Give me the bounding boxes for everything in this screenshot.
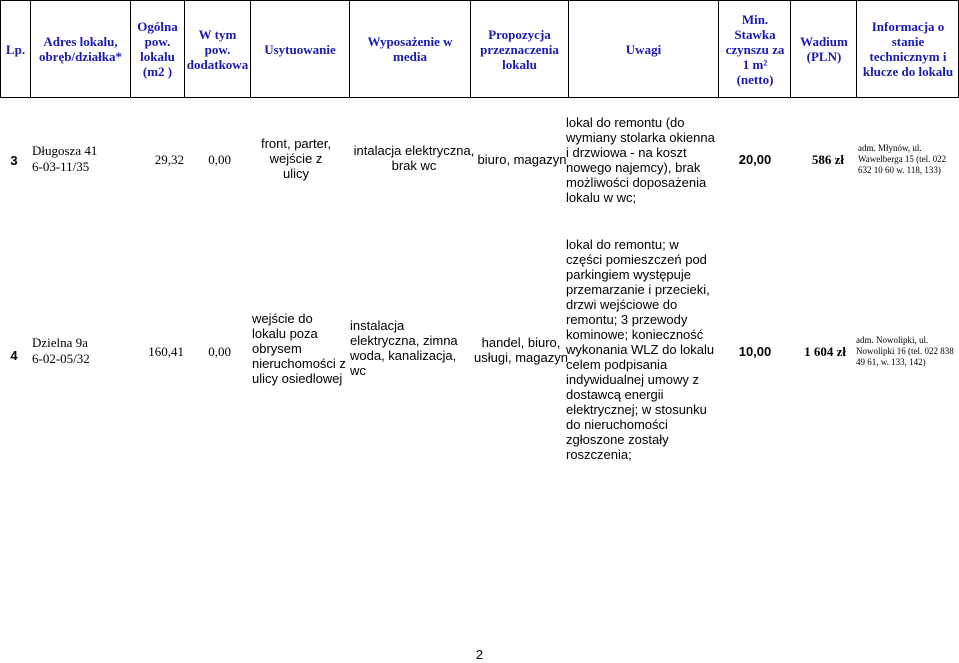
header-deposit: Wadium (PLN) bbox=[800, 34, 848, 64]
row-notes: lokal do remontu (do wymiany stolarka okienna i drzwiowa - na koszt nowego najemcy), brak możliwości doposażenia lokalu w wc; bbox=[566, 115, 715, 205]
row-deposit: 586 zł bbox=[811, 151, 844, 167]
row-area: 160,41 bbox=[148, 343, 184, 359]
page-number: 2 bbox=[475, 647, 484, 662]
header-lp: Lp. bbox=[5, 41, 26, 57]
row-purpose: handel, biuro, usługi, magazyn bbox=[474, 335, 568, 365]
header-location: Usytuowanie bbox=[264, 41, 336, 57]
row-location: wejście do lokalu poza obrysem nieruchomości z ulicy osiedlowej bbox=[252, 310, 346, 386]
row-extra-area: 0,00 bbox=[208, 343, 231, 359]
row-equipment: intalacja elektryczna, brak wc bbox=[353, 143, 475, 173]
row-address-street: Dzielna 9a bbox=[32, 334, 88, 350]
row-info: adm. Młynów, ul. Wawelberga 15 (tel. 022 632 10 60 w. 118, 133) bbox=[858, 142, 947, 175]
row-extra-area: 0,00 bbox=[208, 151, 231, 167]
row-min-rate: 20,00 bbox=[738, 151, 772, 167]
header-notes: Uwagi bbox=[625, 41, 662, 57]
table-header bbox=[0, 0, 959, 98]
row-min-rate: 10,00 bbox=[738, 343, 772, 359]
header-min-rate: Min. Stawka czynszu za 1 m² (netto) bbox=[725, 11, 785, 87]
header-equipment: Wyposażenie w media bbox=[367, 34, 453, 64]
header-bottom-border bbox=[0, 97, 959, 98]
header-address: Adres lokalu, obręb/działka* bbox=[38, 34, 123, 64]
row-address-plot: 6-02-05/32 bbox=[32, 350, 90, 366]
row-equipment: instalacja elektryczna, zimna woda, kanalizacja, wc bbox=[350, 318, 458, 378]
row-lp: 4 bbox=[10, 347, 18, 363]
header-info: Informacja o stanie technicznym i klucze do lokalu bbox=[862, 19, 954, 79]
row-location: front, parter, wejście z ulicy bbox=[260, 135, 332, 181]
row-deposit: 1 604 zł bbox=[804, 343, 846, 359]
row-address-street: Długosza 41 bbox=[32, 142, 98, 158]
header-extra-area: W tym pow. dodatkowa bbox=[186, 26, 249, 72]
col-divider bbox=[856, 0, 857, 98]
row-info: adm. Nowolipki, ul. Nowolipki 16 (tel. 022 838 49 61, w. 133, 142) bbox=[856, 334, 954, 367]
row-lp: 3 bbox=[10, 152, 18, 168]
header-area: Ogólna pow. lokalu (m2 ) bbox=[137, 19, 178, 79]
row-area: 29,32 bbox=[154, 151, 184, 167]
col-divider bbox=[718, 0, 719, 98]
header-purpose: Propozycja przeznaczenia lokalu bbox=[480, 26, 559, 72]
row-purpose: biuro, magazyn bbox=[477, 151, 567, 167]
row-address-plot: 6-03-11/35 bbox=[32, 158, 90, 174]
col-divider bbox=[790, 0, 791, 98]
row-notes: lokal do remontu; w części pomieszczeń pod parkingiem występuje przemarzanie i przecieki, drzwi wejściowe do remontu; 3 przewody kominowe; konieczność wykonania WLZ do lokalu celem podpisania indywidualnej umowy z dostawcą energii elektrycznej; w stosunku do nieruchomości zgłoszone zostały roszczenia; bbox=[566, 236, 715, 462]
